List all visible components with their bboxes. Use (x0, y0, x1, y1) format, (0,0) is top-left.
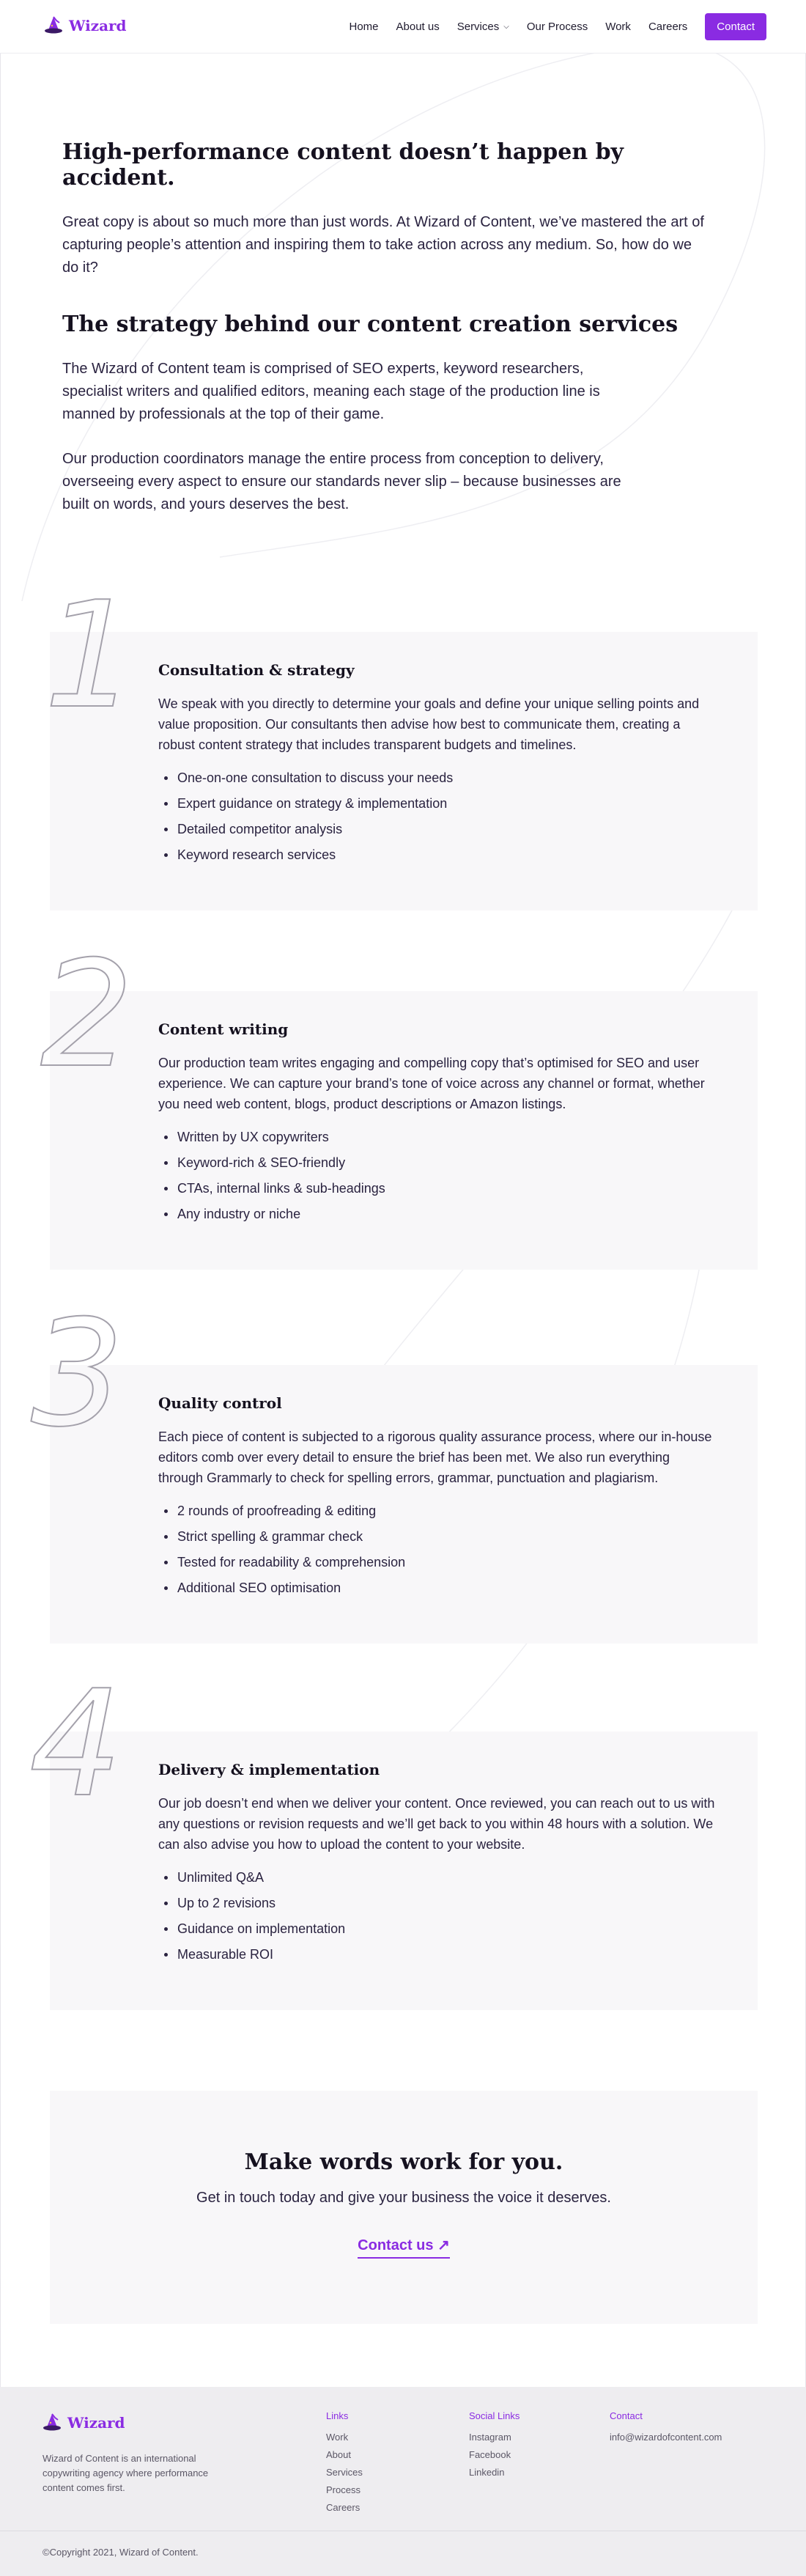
service-title: Delivery & implementation (158, 1761, 380, 1778)
list-item: CTAs, internal links & sub-headings (158, 1176, 715, 1201)
footer-email-link[interactable]: info@wizardofcontent.com (610, 2432, 722, 2443)
footer-contact-title: Contact (610, 2410, 643, 2421)
nav-process[interactable] (527, 21, 588, 33)
footer-contact-column (610, 2410, 722, 2446)
service-text: Each piece of content is subjected to a rigorous quality assurance process, where our in-house editors comb over every detail to ensure the brief has been met. We also run everything through Grammarly to check for spelling errors, grammar, punctuation and plagiarism. (158, 1429, 712, 1485)
footer-logo-text: Wizard (67, 2414, 125, 2432)
step-number-1: 1 (44, 570, 138, 741)
strategy-paragraph-1: The Wizard of Content team is comprised of SEO experts, keyword researchers, specialist writers and qualified editors, meaning each stage of the production line is manned by professionals at the top of their game. (62, 361, 600, 422)
service-card-writing (50, 991, 758, 1270)
list-item: Keyword-rich & SEO-friendly (158, 1150, 715, 1176)
nav-process-label: Our Process (526, 21, 588, 33)
chevron-down-icon: ⌵ (503, 23, 509, 31)
list-item: Measurable ROI (158, 1942, 715, 1968)
service-bullets (158, 1125, 715, 1227)
nav-about-label: About us (396, 21, 440, 33)
main-nav (349, 13, 766, 40)
intro-section (62, 139, 707, 537)
service-text: Our production team writes engaging and compelling copy that’s optimised for SEO and user experience. We can capture your brand’s tone of voice across any channel or format, whether you need web content, blogs, product descriptions or Amazon listings. (158, 1056, 705, 1111)
list-item: Unlimited Q&A (158, 1865, 715, 1891)
service-title: Quality control (158, 1394, 282, 1412)
step-number-2: 2 (40, 930, 134, 1100)
service-bullets (158, 1498, 715, 1601)
nav-about[interactable] (396, 21, 440, 33)
cta-subtitle: Get in touch today and give your business the voice it deserves. (196, 2190, 611, 2206)
list-item: Detailed competitor analysis (158, 817, 715, 842)
footer-link-facebook[interactable]: Facebook (469, 2449, 511, 2460)
nav-careers[interactable] (648, 21, 687, 33)
nav-services[interactable] (457, 21, 509, 33)
contact-button[interactable]: Contact (705, 13, 766, 40)
contact-us-link[interactable]: Contact us ↗ (358, 2236, 450, 2259)
footer-link-instagram[interactable]: Instagram (469, 2432, 511, 2443)
nav-careers-label: Careers (648, 21, 688, 33)
list-item: Strict spelling & grammar check (158, 1524, 715, 1550)
footer-link-careers[interactable]: Careers (326, 2502, 361, 2513)
list-item: Keyword research services (158, 842, 715, 868)
service-bullets (158, 1865, 715, 1968)
service-title: Content writing (158, 1020, 289, 1038)
wizard-hat-icon (44, 16, 63, 35)
intro-heading: High-performance content doesn’t happen by accident. (62, 139, 624, 191)
list-item: One-on-one consultation to discuss your needs (158, 765, 715, 791)
list-item: Up to 2 revisions (158, 1891, 715, 1916)
service-title: Consultation & strategy (158, 661, 355, 679)
copyright-text: ©Copyright 2021, Wizard of Content. (42, 2547, 199, 2558)
site-footer (0, 2387, 806, 2576)
nav-home[interactable] (349, 21, 378, 33)
footer-description: Wizard of Content is an international copywriting agency where performance content comes first. (42, 2453, 209, 2493)
site-header (0, 0, 806, 54)
service-card-delivery (50, 1732, 758, 2010)
list-item: Additional SEO optimisation (158, 1575, 715, 1601)
list-item: Guidance on implementation (158, 1916, 715, 1942)
footer-link-work[interactable]: Work (326, 2432, 349, 2443)
nav-work-label: Work (605, 21, 631, 33)
service-card-quality (50, 1365, 758, 1644)
logo[interactable] (44, 16, 127, 35)
list-item: Tested for readability & comprehension (158, 1550, 715, 1575)
strategy-paragraph-2: Our production coordinators manage the entire process from conception to delivery, overseeing every aspect to ensure our standards never slip – because businesses are built on words, and yours deserves the best. (62, 451, 621, 512)
footer-social-title: Social Links (469, 2410, 520, 2421)
footer-link-linkedin[interactable]: Linkedin (469, 2467, 505, 2478)
footer-link-about[interactable]: About (326, 2449, 351, 2460)
step-number-3: 3 (31, 1289, 125, 1460)
footer-links-column (326, 2410, 363, 2517)
service-text: We speak with you directly to determine your goals and define your unique selling points and value proposition. Our consultants then advise how best to communicate them, creating a robust content strategy that includes transparent budgets and timelines. (158, 696, 700, 752)
wizard-hat-icon (42, 2413, 62, 2432)
intro-paragraph: Great copy is about so much more than just words. At Wizard of Content, we’ve mastered the art of capturing people’s attention and inspiring them to take action across any medium. So, how do we do it? (62, 214, 704, 276)
list-item: Any industry or niche (158, 1201, 715, 1227)
service-card-consultation (50, 632, 758, 910)
nav-work[interactable] (605, 21, 631, 33)
footer-links-title: Links (326, 2410, 349, 2421)
list-item: Written by UX copywriters (158, 1125, 715, 1150)
cta-section (50, 2091, 758, 2324)
footer-logo[interactable] (42, 2413, 125, 2432)
service-text: Our job doesn’t end when we deliver your content. Once reviewed, you can reach out to us with any questions or revision requests and we’ll get back to you within 48 hours with a solution. We can also advise you how to upload the content to your website. (158, 1796, 715, 1852)
list-item: Expert guidance on strategy & implementation (158, 791, 715, 817)
cta-title: Make words work for you. (244, 2149, 563, 2175)
nav-services-label: Services (456, 21, 500, 33)
logo-text: Wizard (69, 17, 127, 34)
strategy-heading: The strategy behind our content creation services (62, 312, 679, 337)
footer-link-process[interactable]: Process (326, 2484, 361, 2495)
footer-link-services[interactable]: Services (326, 2467, 363, 2478)
nav-home-label: Home (349, 21, 379, 33)
service-bullets (158, 765, 715, 868)
step-number-4: 4 (29, 1659, 123, 1830)
footer-social-column (469, 2410, 520, 2481)
list-item: 2 rounds of proofreading & editing (158, 1498, 715, 1524)
